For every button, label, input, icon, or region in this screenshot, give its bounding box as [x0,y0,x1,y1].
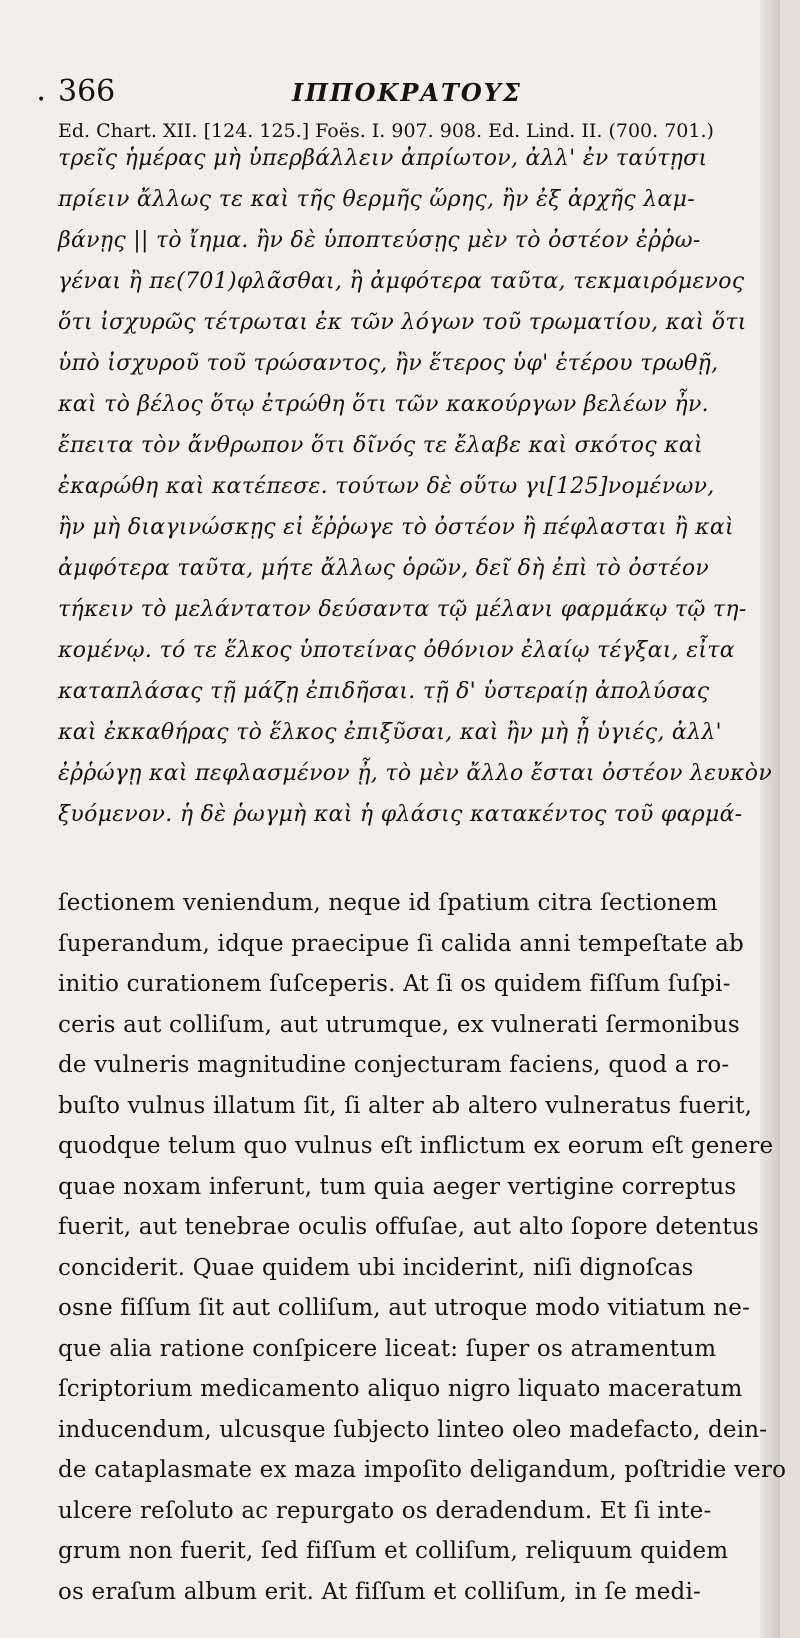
latin-text-line: buſto vulnus illatum ſit, ſi alter ab altero vulneratus fuerit, [58,1092,753,1119]
latin-text-line: quae noxam inferunt, tum quia aeger vertigine correptus [58,1173,737,1200]
greek-text-line: ἀμφότερα ταῦτα, μήτε ἄλλως ὁρῶν, δεῖ δὴ ἐπὶ τὸ ὀστέον [58,556,710,581]
latin-text-line: quodque telum quo vulnus eſt inflictum ex eorum eſt genere [58,1133,774,1159]
greek-text-line: κομένῳ. τό τε ἕλκος ὑποτείνας ὀθόνιον ἐλαίῳ τέγξαι, εἶτα [58,638,735,663]
latin-text-line: ſuperandum, idque praecipue ſi calida anni tempeſtate ab [58,930,744,957]
greek-text-line: ξυόμενον. ἡ δὲ ῥωγμὴ καὶ ἡ φλάσις κατακέντος τοῦ φαρμά- [58,802,743,827]
greek-text-line: ὑπὸ ἰσχυροῦ τοῦ τρώσαντος, ἢν ἕτερος ὑφ' ἑτέρου τρωθῇ, [58,351,719,376]
greek-text-line: τήκειν τὸ μελάντατον δεύσαντα τῷ μέλανι φαρμάκῳ τῷ τη- [58,597,747,622]
page-number: 366 [58,74,116,109]
latin-text-line: osne fiſſum ſit aut colliſum, aut utroque modo vitiatum ne- [58,1295,751,1321]
greek-text-line: ὅτι ἰσχυρῶς τέτρωται ἐκ τῶν λόγων τοῦ τρωματίου, καὶ ὅτι [58,310,747,335]
latin-text-line: que alia ratione conſpicere liceat: ſuper os atramentum [58,1335,717,1362]
latin-text-line: de cataplasmate ex maza impoſito deligandum, poſtridie vero [58,1457,787,1483]
margin-bullet: • [37,92,46,108]
latin-text-line: ceris aut colliſum, aut utrumque, ex vulnerati ſermonibus [58,1011,740,1038]
greek-text-line: βάνῃς || τὸ ἴημα. ἢν δὲ ὑποπτεύσῃς μὲν τὸ ὀστέον ἐῤῥω- [58,228,701,253]
greek-text-line: ἐῤῥώγῃ καὶ πεφλασμένον ᾖ, τὸ μὲν ἄλλο ἔσται ὀστέον λευκὸν [58,761,773,786]
running-title: ΙΠΠΟΚΡΑΤΟΥΣ [292,78,522,107]
latin-text-line: os eraſum album erit. At fiſſum et colliſum, in ſe medi- [58,1578,701,1605]
greek-text-line: καταπλάσας τῇ μάζῃ ἐπιδῆσαι. τῇ δ' ὑστεραίῃ ἀπολύσας [58,679,710,704]
latin-text-line: de vulneris magnitudine conjecturam faciens, quod a ro- [58,1052,730,1078]
latin-text-line: initio curationem ſuſceperis. At ſi os quidem fiſſum ſuſpi- [58,971,731,997]
latin-text-line: fuerit, aut tenebrae oculis offuſae, aut alto ſopore detentus [58,1214,759,1240]
latin-text-line: ulcere reſoluto ac repurgato os deradendum. Et ſi inte- [58,1497,712,1524]
greek-text-line: ἢν μὴ διαγινώσκῃς εἰ ἔῤῥωγε τὸ ὀστέον ἢ πέφλασται ἢ καὶ [58,515,734,540]
latin-text-line: ſcriptorium medicamento aliquo nigro liquato maceratum [58,1376,743,1402]
greek-text-line: ἔπειτα τὸν ἄνθρωπον ὅτι δῖνός τε ἔλαβε καὶ σκότος καὶ [58,433,703,458]
latin-text-line: ſectionem veniendum, neque id ſpatium citra ſectionem [58,890,718,916]
greek-text-line: ἐκαρώθη καὶ κατέπεσε. τούτων δὲ οὕτω γι[125]νομένων, [58,474,715,499]
latin-text-line: inducendum, ulcusque ſubjecto linteo oleo madefacto, dein- [58,1416,768,1443]
latin-text-line: grum non fuerit, ſed fiſſum et colliſum, reliquum quidem [58,1538,729,1564]
greek-text-line: τρεῖς ἡμέρας μὴ ὑπερβάλλειν ἀπρίωτον, ἀλλ' ἐν ταύτῃσι [58,146,708,171]
greek-text-line: καὶ ἐκκαθήρας τὸ ἕλκος ἐπιξῦσαι, καὶ ἢν μὴ ᾖ ὑγιές, ἀλλ' [58,720,722,745]
edition-reference-line: Ed. Chart. XII. [124. 125.] Foës. I. 907. 908. Ed. Lind. II. (700. 701.) [58,120,714,142]
greek-text-line: γέναι ἢ πε(701)φλᾶσθαι, ἢ ἀμφότερα ταῦτα, τεκμαιρόμενος [58,269,745,294]
page-gutter-shadow [760,0,780,1638]
greek-text-line: πρίειν ἄλλως τε καὶ τῆς θερμῆς ὥρης, ἢν ἐξ ἀρχῆς λαμ- [58,187,696,212]
latin-text-line: conciderit. Quae quidem ubi inciderint, niſi dignoſcas [58,1254,694,1281]
greek-text-line: καὶ τὸ βέλος ὅτῳ ἐτρώθη ὅτι τῶν κακούργων βελέων ἦν. [58,392,709,417]
